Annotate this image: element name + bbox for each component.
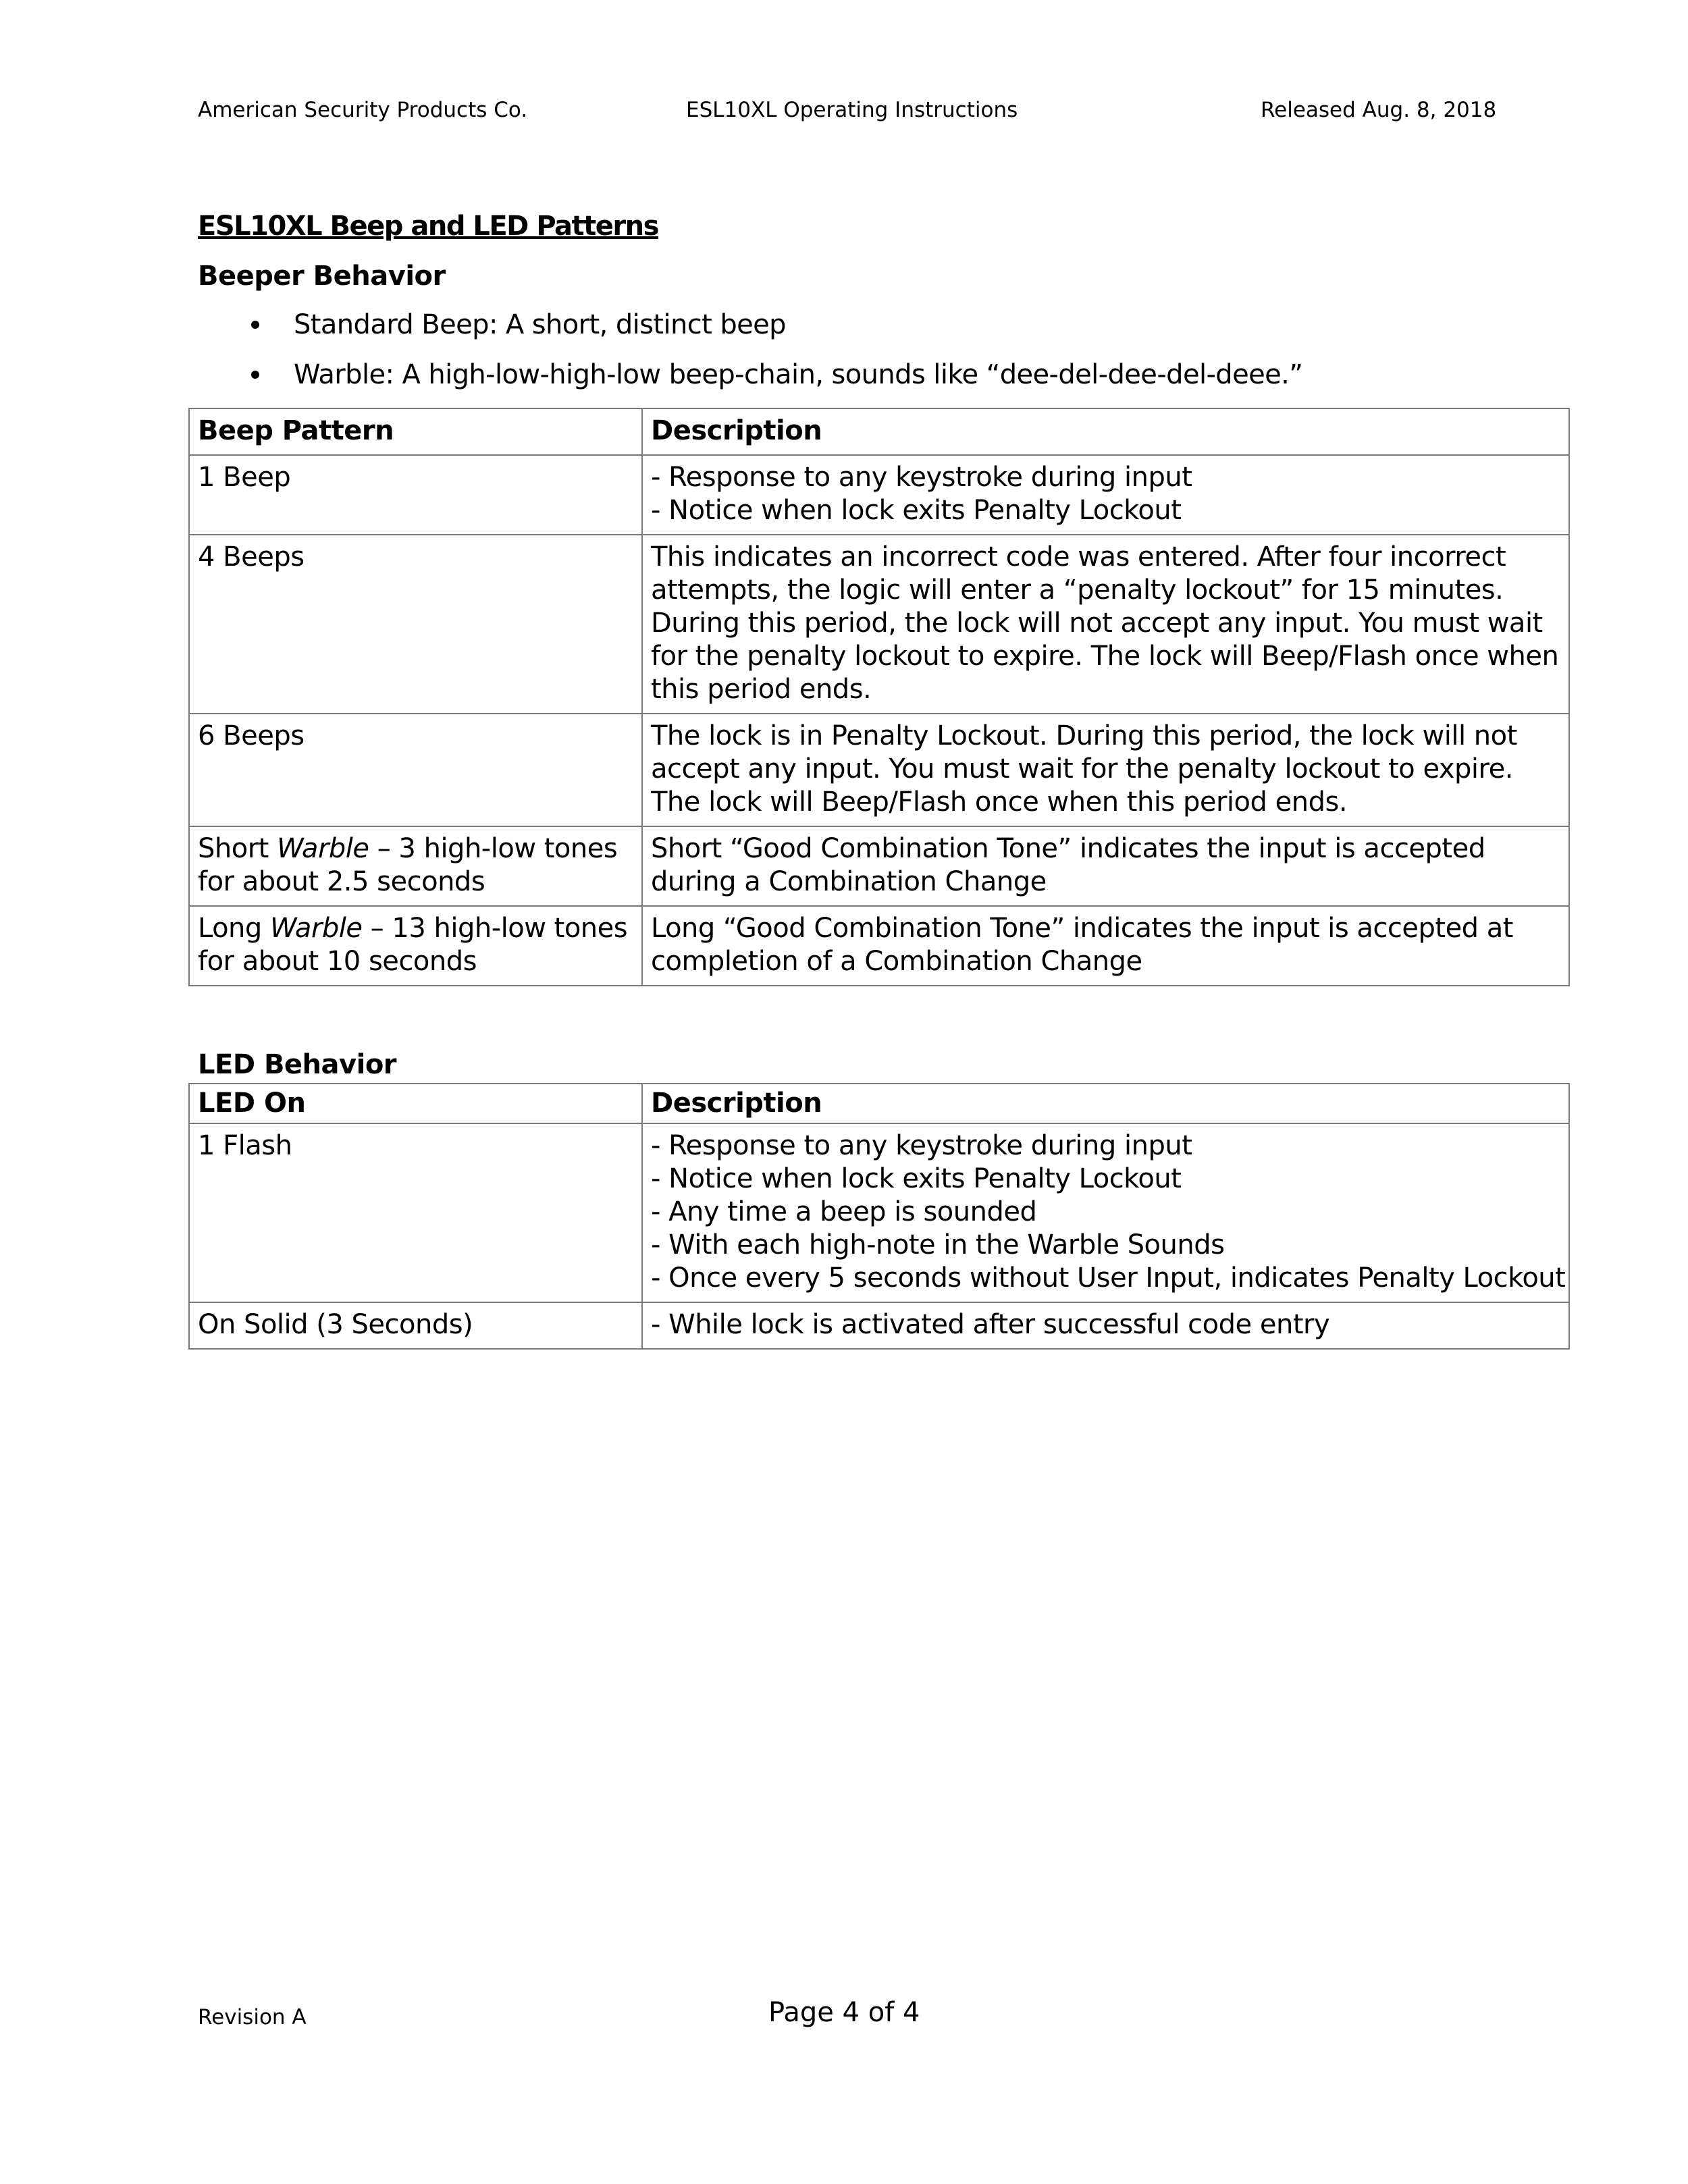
pattern-suffix: – 13 high-low tones for about 10 seconds <box>198 913 628 977</box>
beep-description-cell: Short “Good Combination Tone” indicates the input is accepted during a Combination Change <box>642 826 1569 906</box>
table-row <box>189 535 1569 714</box>
description-line: - Any time a beep is sounded <box>651 1196 1037 1227</box>
beeper-heading: Beeper Behavior <box>198 261 446 292</box>
footer-page-number: Page 4 of 4 <box>768 1997 920 2028</box>
pattern-warble-term: Warble <box>277 833 369 864</box>
description-line: - While lock is activated after successful code entry <box>651 1309 1330 1340</box>
led-state-cell: On Solid (3 Seconds) <box>189 1302 642 1349</box>
table-row <box>189 1123 1569 1302</box>
beep-description-header: Description <box>642 408 1569 455</box>
table-row <box>189 455 1569 535</box>
led-description-header: Description <box>642 1084 1569 1123</box>
led-on-header: LED On <box>189 1084 642 1123</box>
description-line: - Notice when lock exits Penalty Lockout <box>651 495 1182 526</box>
table-row <box>189 714 1569 826</box>
beeper-bullet-list <box>198 308 1302 408</box>
beep-pattern-cell: 4 Beeps <box>189 535 642 714</box>
beep-description-cell: Long “Good Combination Tone” indicates the input is accepted at completion of a Combination Change <box>642 906 1569 986</box>
beep-pattern-header: Beep Pattern <box>189 408 642 455</box>
table-header-row <box>189 408 1569 455</box>
led-heading: LED Behavior <box>198 1049 397 1080</box>
header-company: American Security Products Co. <box>198 98 528 122</box>
table-row <box>189 906 1569 986</box>
led-description-cell <box>642 1123 1569 1302</box>
pattern-suffix: – 3 high-low tones for about 2.5 seconds <box>198 833 618 897</box>
description-line: - With each high-note in the Warble Sounds <box>651 1229 1225 1260</box>
beep-pattern-cell: 1 Beep <box>189 455 642 535</box>
led-state-cell: 1 Flash <box>189 1123 642 1302</box>
beep-pattern-cell: 6 Beeps <box>189 714 642 826</box>
beep-pattern-cell <box>189 906 642 986</box>
led-description-cell <box>642 1302 1569 1349</box>
table-row <box>189 1302 1569 1349</box>
beep-pattern-cell <box>189 826 642 906</box>
beep-description-cell: The lock is in Penalty Lockout. During this period, the lock will not accept any input. You must wait for the penalty lockout to expire. The lock will Beep/Flash once when this period ends. <box>642 714 1569 826</box>
bullet-warble: Warble: A high-low-high-low beep-chain, sounds like “dee-del-dee-del-deee.” <box>198 358 1302 408</box>
pattern-prefix: Long <box>198 913 271 944</box>
led-behavior-table <box>188 1083 1570 1350</box>
pattern-prefix: Short <box>198 833 278 864</box>
table-row <box>189 826 1569 906</box>
bullet-standard-beep: Standard Beep: A short, distinct beep <box>198 308 1302 358</box>
description-line: - Response to any keystroke during input <box>651 1130 1192 1161</box>
footer-revision: Revision A <box>198 2005 307 2029</box>
header-released-date: Released Aug. 8, 2018 <box>1261 98 1497 122</box>
table-header-row <box>189 1084 1569 1123</box>
beep-description-cell: This indicates an incorrect code was entered. After four incorrect attempts, the logic will enter a “penalty lockout” for 15 minutes. During this period, the lock will not accept any input. You must wait for the penalty lockout to expire. The lock will Beep/Flash once when this period ends. <box>642 535 1569 714</box>
beep-description-cell <box>642 455 1569 535</box>
section-title: ESL10XL Beep and LED Patterns <box>198 211 658 242</box>
description-line: - Notice when lock exits Penalty Lockout <box>651 1163 1182 1194</box>
description-line: - Once every 5 seconds without User Input, indicates Penalty Lockout <box>651 1262 1566 1294</box>
header-doc-title: ESL10XL Operating Instructions <box>686 98 1018 122</box>
beep-pattern-table <box>188 408 1570 986</box>
pattern-warble-term: Warble <box>270 913 363 944</box>
description-line: - Response to any keystroke during input <box>651 462 1192 493</box>
